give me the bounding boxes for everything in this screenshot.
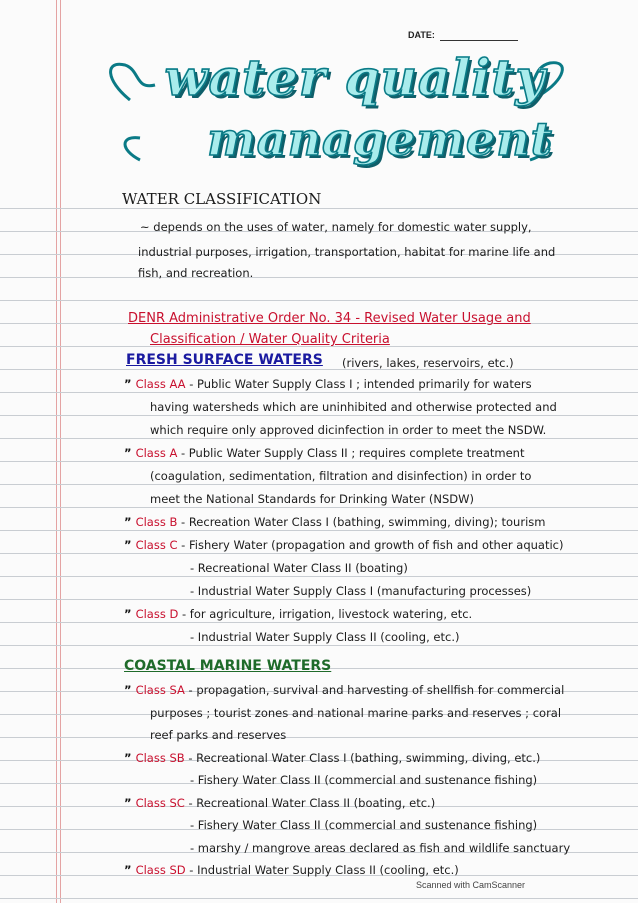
class-label: Class SA: [135, 683, 189, 697]
denr-title-line-2: Classification / Water Quality Criteria: [150, 332, 390, 347]
bullet-mark: ”: [124, 377, 132, 391]
list-item: [190, 561, 408, 575]
ruled-line: [0, 415, 638, 416]
ruled-line: [0, 737, 638, 738]
scanner-watermark: Scanned with CamScanner: [416, 880, 526, 890]
class-label: Class SC: [135, 795, 189, 810]
list-item: [124, 751, 540, 765]
entry-text: reef parks and reserves: [150, 728, 287, 742]
ruled-line: [0, 438, 638, 439]
list-item: [124, 446, 524, 460]
classification-line: industrial purposes, irrigation, transportation, habitat for marine life and: [138, 245, 556, 259]
class-label: Class SD: [135, 863, 190, 877]
date-label: DATE:: [408, 30, 435, 40]
margin-line: [56, 0, 57, 903]
ruled-line: [0, 369, 638, 370]
denr-title-line-1: DENR Administrative Order No. 34 - Revised Water Usage and: [128, 311, 531, 326]
list-item: [124, 515, 545, 529]
ruled-line: [0, 484, 638, 485]
ruled-line: [0, 622, 638, 623]
list-item: [124, 607, 472, 621]
entry-text: - Industrial Water Supply Class II (cooling, etc.): [189, 863, 459, 877]
entry-text: - Fishery Water Class II (commercial and sustenance fishing): [190, 773, 538, 787]
list-item: [150, 400, 557, 414]
entry-text: - Recreational Water Class II (boating): [190, 561, 408, 575]
entry-text: purposes ; tourist zones and national marine parks and reserves ; coral: [150, 705, 562, 720]
ruled-line: [0, 300, 638, 301]
list-item: [124, 863, 459, 877]
fresh-water-heading-note: (rivers, lakes, reservoirs, etc.): [342, 356, 514, 370]
list-item: [190, 584, 531, 598]
list-item: [150, 423, 546, 437]
list-item: [190, 841, 570, 855]
entry-text: meet the National Standards for Drinking Water (NSDW): [150, 492, 474, 506]
list-item: [124, 377, 532, 391]
entry-text: - Recreation Water Class I (bathing, swimming, diving); tourism: [181, 515, 546, 529]
entry-text: - for agriculture, irrigation, livestock watering, etc.: [181, 607, 473, 621]
list-item: [190, 773, 537, 787]
ruled-line: [0, 553, 638, 554]
entry-text: which require only approved dicinfection in order to meet the NSDW.: [150, 423, 547, 437]
list-item: [124, 683, 564, 697]
classification-line: fish, and recreation.: [138, 266, 254, 280]
class-label: Class A: [135, 446, 181, 460]
bullet-mark: ”: [124, 683, 132, 697]
entry-text: - Fishery Water Class II (commercial and sustenance fishing): [190, 818, 538, 832]
entry-text: - Industrial Water Supply Class I (manufacturing processes): [190, 584, 532, 598]
class-label: Class B: [135, 515, 182, 529]
list-item: [150, 706, 561, 720]
list-item: [124, 796, 435, 810]
bullet-mark: ”: [124, 795, 132, 810]
entry-text: having watersheds which are uninhibited and otherwise protected and: [150, 400, 557, 414]
class-label: Class C: [135, 538, 182, 552]
ruled-line: [0, 277, 638, 278]
section-heading-water-classification: WATER CLASSIFICATION: [122, 190, 322, 208]
ruled-line: [0, 576, 638, 577]
class-label: Class SB: [135, 750, 189, 765]
bullet-mark: ”: [124, 538, 132, 552]
margin-line: [60, 0, 61, 903]
entry-text: (coagulation, sedimentation, filtration and disinfection) in order to: [150, 469, 532, 483]
ruled-line: [0, 530, 638, 531]
class-label: Class AA: [135, 377, 190, 391]
bullet-mark: ”: [124, 515, 132, 529]
classification-line: ~ depends on the uses of water, namely for domestic water supply,: [140, 220, 532, 234]
entry-text: - Industrial Water Supply Class II (cooling, etc.): [190, 630, 460, 644]
list-item: [190, 818, 537, 832]
fresh-water-heading: FRESH SURFACE WATERS: [126, 352, 323, 368]
ruled-line: [0, 461, 638, 462]
list-item: [150, 492, 474, 506]
bullet-mark: ”: [124, 863, 132, 877]
ruled-line: [0, 599, 638, 600]
list-item: [124, 538, 563, 552]
entry-text: - propagation, survival and harvesting of shellfish for commercial: [188, 683, 565, 697]
entry-text: - Public Water Supply Class I ; intended primarily for waters: [189, 377, 532, 391]
entry-text: - Recreational Water Class I (bathing, swimming, diving, etc.): [188, 750, 541, 765]
ruled-line: [0, 645, 638, 646]
list-item: [150, 469, 531, 483]
ruled-line: [0, 898, 638, 899]
entry-text: - marshy / mangrove areas declared as fish and wildlife sanctuary: [190, 840, 571, 855]
title-line-2: management: [207, 112, 553, 166]
bullet-mark: ”: [124, 446, 132, 460]
entry-text: - Fishery Water (propagation and growth of fish and other aquatic): [181, 538, 564, 552]
class-label: Class D: [135, 607, 182, 621]
ruled-line: [0, 208, 638, 209]
ruled-line: [0, 507, 638, 508]
entry-text: - Recreational Water Class II (boating, etc.): [188, 795, 436, 810]
list-item: [190, 630, 459, 644]
coastal-water-heading: COASTAL MARINE WATERS: [124, 658, 332, 674]
ruled-line: [0, 392, 638, 393]
date-line: [440, 40, 518, 41]
entry-text: - Public Water Supply Class II ; requires complete treatment: [181, 446, 525, 460]
list-item: [150, 728, 286, 742]
bullet-mark: ”: [124, 750, 132, 765]
title-line-1: water quality: [164, 48, 546, 107]
bullet-mark: ”: [124, 607, 132, 621]
